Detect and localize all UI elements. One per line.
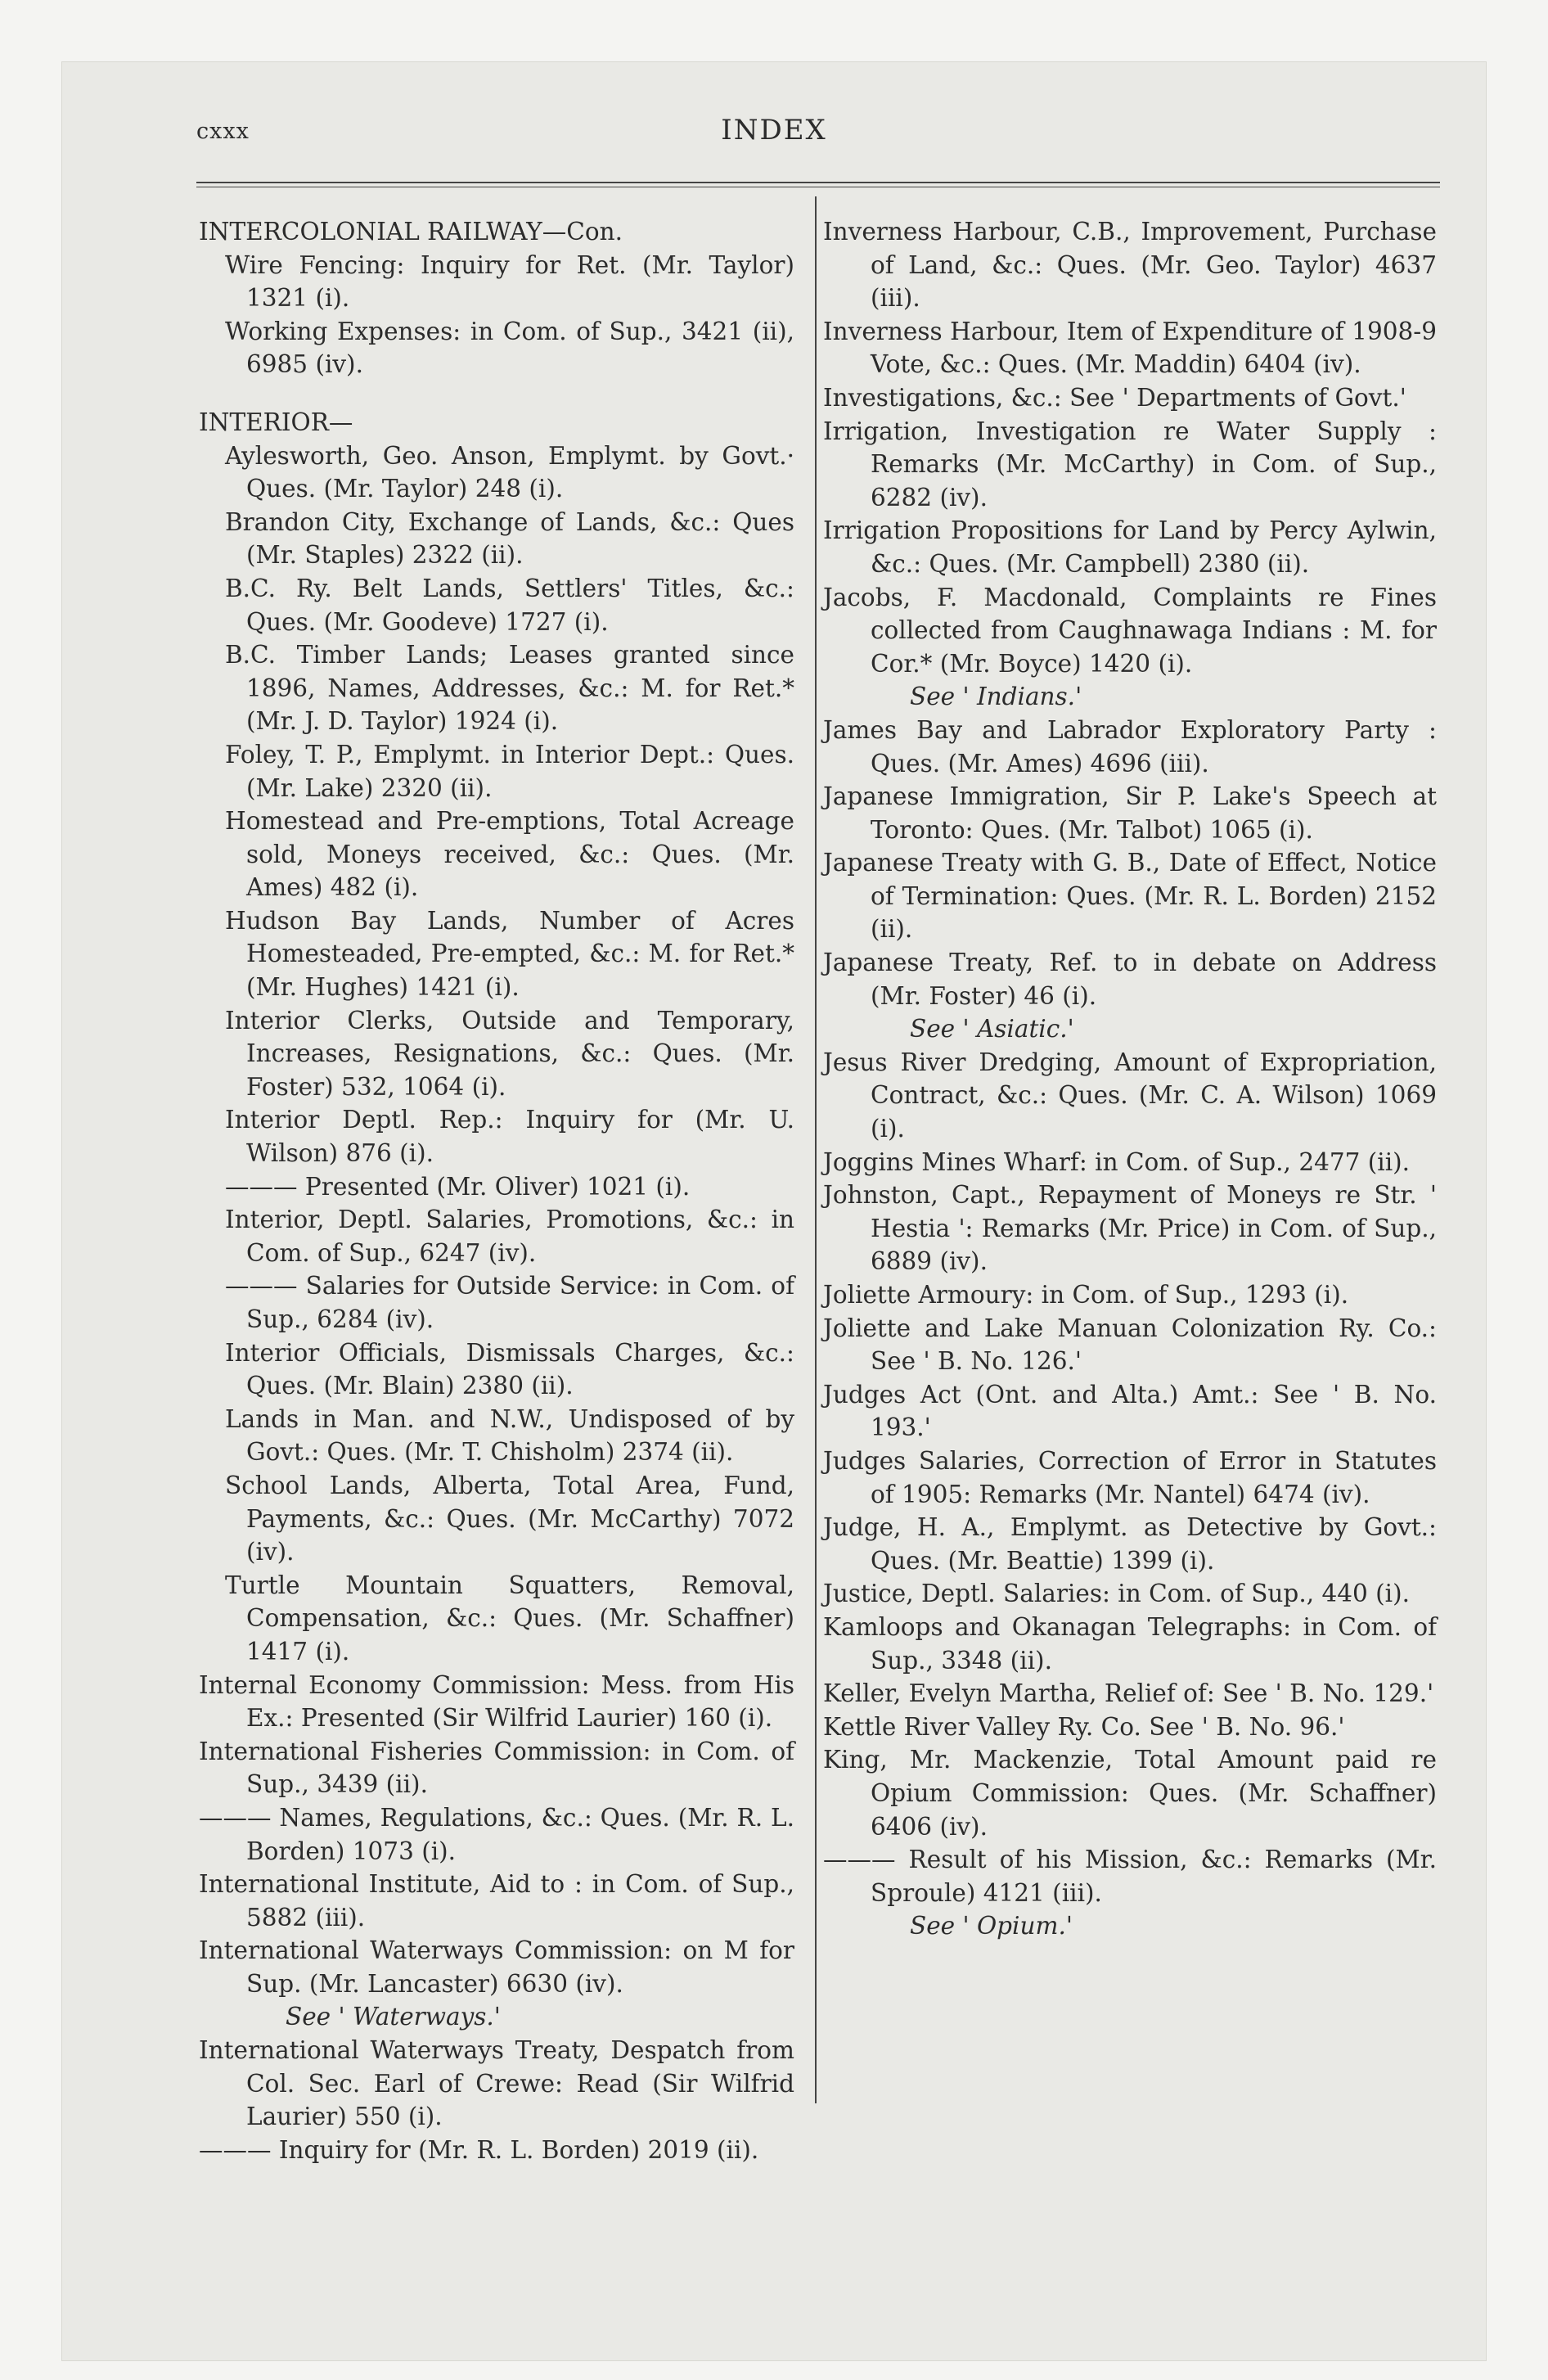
index-entry: Interior, Deptl. Salaries, Promotions, &c.: in Com. of Sup., 6247 (iv). (225, 1206, 794, 1267)
see-reference: See ' Indians.' (910, 683, 1082, 711)
index-entry: Justice, Deptl. Salaries: in Com. of Sup., 440 (i). (823, 1580, 1410, 1608)
index-entry: Inverness Harbour, C.B., Improvement, Purchase of Land, &c.: Ques. (Mr. Geo. Taylor) 4637 (iii). (823, 218, 1437, 313)
index-entry: Joliette and Lake Manuan Colonization Ry. Co.: See ' B. No. 126.' (823, 1314, 1437, 1376)
index-entry: Working Expenses: in Com. of Sup., 3421 (ii), 6985 (iv). (225, 317, 794, 379)
index-entry: ——— Result of his Mission, &c.: Remarks (Mr. Sproule) 4121 (iii). (823, 1846, 1437, 1907)
index-entry: Lands in Man. and N.W., Undisposed of by Govt.: Ques. (Mr. T. Chisholm) 2374 (ii). (225, 1404, 794, 1467)
index-entry: James Bay and Labrador Exploratory Party : Ques. (Mr. Ames) 4696 (iii). (823, 715, 1437, 778)
see-reference: See ' Opium.' (910, 1912, 1073, 1941)
index-entry: Hudson Bay Lands, Number of Acres Homesteaded, Pre-empted, &c.: M. for Ret.* (Mr. Hughes) 1421 (i). (225, 906, 794, 1002)
index-entry: Judges Salaries, Correction of Error in Statutes of 1905: Remarks (Mr. Nantel) 6474 (iv). (823, 1446, 1437, 1508)
index-entry: Turtle Mountain Squatters, Removal, Compensation, &c.: Ques. (Mr. Schaffner) 1417 (i). (225, 1571, 794, 1666)
index-entry: Foley, T. P., Emplymt. in Interior Dept.: Ques. (Mr. Lake) 2320 (ii). (225, 740, 794, 802)
index-entry: ——— Inquiry for (Mr. R. L. Borden) 2019 (ii). (199, 2135, 759, 2164)
index-entry: Japanese Immigration, Sir P. Lake's Speech at Toronto: Ques. (Mr. Talbot) 1065 (i). (823, 782, 1437, 844)
index-entry: Aylesworth, Geo. Anson, Emplymt. by Govt.· Ques. (Mr. Taylor) 248 (i). (225, 441, 794, 503)
column-divider (815, 196, 817, 2103)
index-entry: Jacobs, F. Macdonald, Complaints re Fines collected from Caughnawaga Indians : M. for Cor.* (Mr. Boyce) 1420 (i). (823, 583, 1437, 678)
section-heading-interior: INTERIOR— (199, 408, 353, 436)
header-rule (196, 182, 1440, 187)
index-entry: International Institute, Aid to : in Com. of Sup., 5882 (iii). (199, 1870, 794, 1931)
index-entry: ——— Presented (Mr. Oliver) 1021 (i). (225, 1172, 691, 1201)
index-entry: Interior Officials, Dismissals Charges, &c.: Ques. (Mr. Blain) 2380 (ii). (225, 1338, 794, 1400)
index-entry: King, Mr. Mackenzie, Total Amount paid re Opium Commission: Ques. (Mr. Schaffner) 6406 (iv). (823, 1746, 1437, 1841)
index-entry: Kettle River Valley Ry. Co. See ' B. No. 96.' (823, 1712, 1345, 1741)
index-entry: Irrigation Propositions for Land by Percy Aylwin, &c.: Ques. (Mr. Campbell) 2380 (ii). (823, 516, 1437, 578)
index-entry: Irrigation, Investigation re Water Supply : Remarks (Mr. McCarthy) in Com. of Sup., 6282 (iv). (823, 417, 1437, 512)
index-entry: International Waterways Treaty, Despatch from Col. Sec. Earl of Crewe: Read (Sir Wilfrid Laurier) 550 (i). (199, 2036, 794, 2131)
right-column (823, 215, 1437, 1943)
index-entry: School Lands, Alberta, Total Area, Fund, Payments, &c.: Ques. (Mr. McCarthy) 7072 (iv). (225, 1471, 794, 1566)
index-entry: International Fisheries Commission: in Com. of Sup., 3439 (ii). (199, 1737, 794, 1799)
index-entry: Internal Economy Commission: Mess. from His Ex.: Presented (Sir Wilfrid Laurier) 160 (i). (199, 1670, 794, 1733)
index-entry: Japanese Treaty with G. B., Date of Effect, Notice of Termination: Ques. (Mr. R. L. Borden) 2152 (ii). (823, 849, 1437, 944)
index-entry: Judge, H. A., Emplymt. as Detective by Govt.: Ques. (Mr. Beattie) 1399 (i). (823, 1513, 1437, 1575)
index-entry: Joggins Mines Wharf: in Com. of Sup., 2477 (ii). (823, 1147, 1411, 1176)
running-head (0, 114, 1548, 151)
section-heading-intercolonial: INTERCOLONIAL RAILWAY—Con. (199, 218, 623, 246)
index-entry: B.C. Timber Lands; Leases granted since 1896, Names, Addresses, &c.: M. for Ret.* (Mr. J. D. Taylor) 1924 (i). (225, 641, 794, 736)
index-entry: Johnston, Capt., Repayment of Moneys re Str. ' Hestia ': Remarks (Mr. Price) in Com. of Sup., 6889 (iv). (823, 1181, 1437, 1276)
index-entry: Japanese Treaty, Ref. to in debate on Address (Mr. Foster) 46 (i). (823, 949, 1437, 1010)
index-entry: Judges Act (Ont. and Alta.) Amt.: See ' B. No. 193.' (823, 1380, 1437, 1442)
index-entry: Interior Clerks, Outside and Temporary, Increases, Resignations, &c.: Ques. (Mr. Foster) 532, 1064 (i). (225, 1006, 794, 1101)
index-entry: Wire Fencing: Inquiry for Ret. (Mr. Taylor) 1321 (i). (225, 250, 794, 313)
index-entry: Interior Deptl. Rep.: Inquiry for (Mr. U. Wilson) 876 (i). (225, 1106, 794, 1168)
see-reference: See ' Asiatic.' (910, 1015, 1074, 1044)
index-entry: Joliette Armoury: in Com. of Sup., 1293 (i). (823, 1281, 1349, 1309)
index-entry: Brandon City, Exchange of Lands, &c.: Ques (Mr. Staples) 2322 (ii). (225, 507, 794, 570)
index-entry: International Waterways Commission: on M for Sup. (Mr. Lancaster) 6630 (iv). (199, 1936, 794, 1998)
index-entry: ——— Salaries for Outside Service: in Com. of Sup., 6284 (iv). (225, 1272, 794, 1333)
page-title: INDEX (721, 114, 827, 146)
left-column (199, 215, 794, 2166)
index-entry: ——— Names, Regulations, &c.: Ques. (Mr. R. L. Borden) 1073 (i). (199, 1803, 794, 1865)
index-entry: Homestead and Pre-emptions, Total Acreage sold, Moneys received, &c.: Ques. (Mr. Ames) 482 (i). (225, 807, 794, 902)
see-reference: See ' Waterways.' (286, 2003, 501, 2031)
index-entry: Keller, Evelyn Martha, Relief of: See ' B. No. 129.' (823, 1679, 1434, 1708)
index-entry: B.C. Ry. Belt Lands, Settlers' Titles, &c.: Ques. (Mr. Goodeve) 1727 (i). (225, 574, 794, 636)
index-entry: Inverness Harbour, Item of Expenditure of 1908-9 Vote, &c.: Ques. (Mr. Maddin) 6404 (iv). (823, 317, 1437, 379)
index-entry: Kamloops and Okanagan Telegraphs: in Com. of Sup., 3348 (ii). (823, 1612, 1437, 1675)
index-entry: Jesus River Dredging, Amount of Expropriation, Contract, &c.: Ques. (Mr. C. A. Wilson) 1069 (i). (823, 1048, 1437, 1143)
index-entry: Investigations, &c.: See ' Departments of Govt.' (823, 383, 1406, 412)
page-number: cxxx (196, 119, 250, 144)
